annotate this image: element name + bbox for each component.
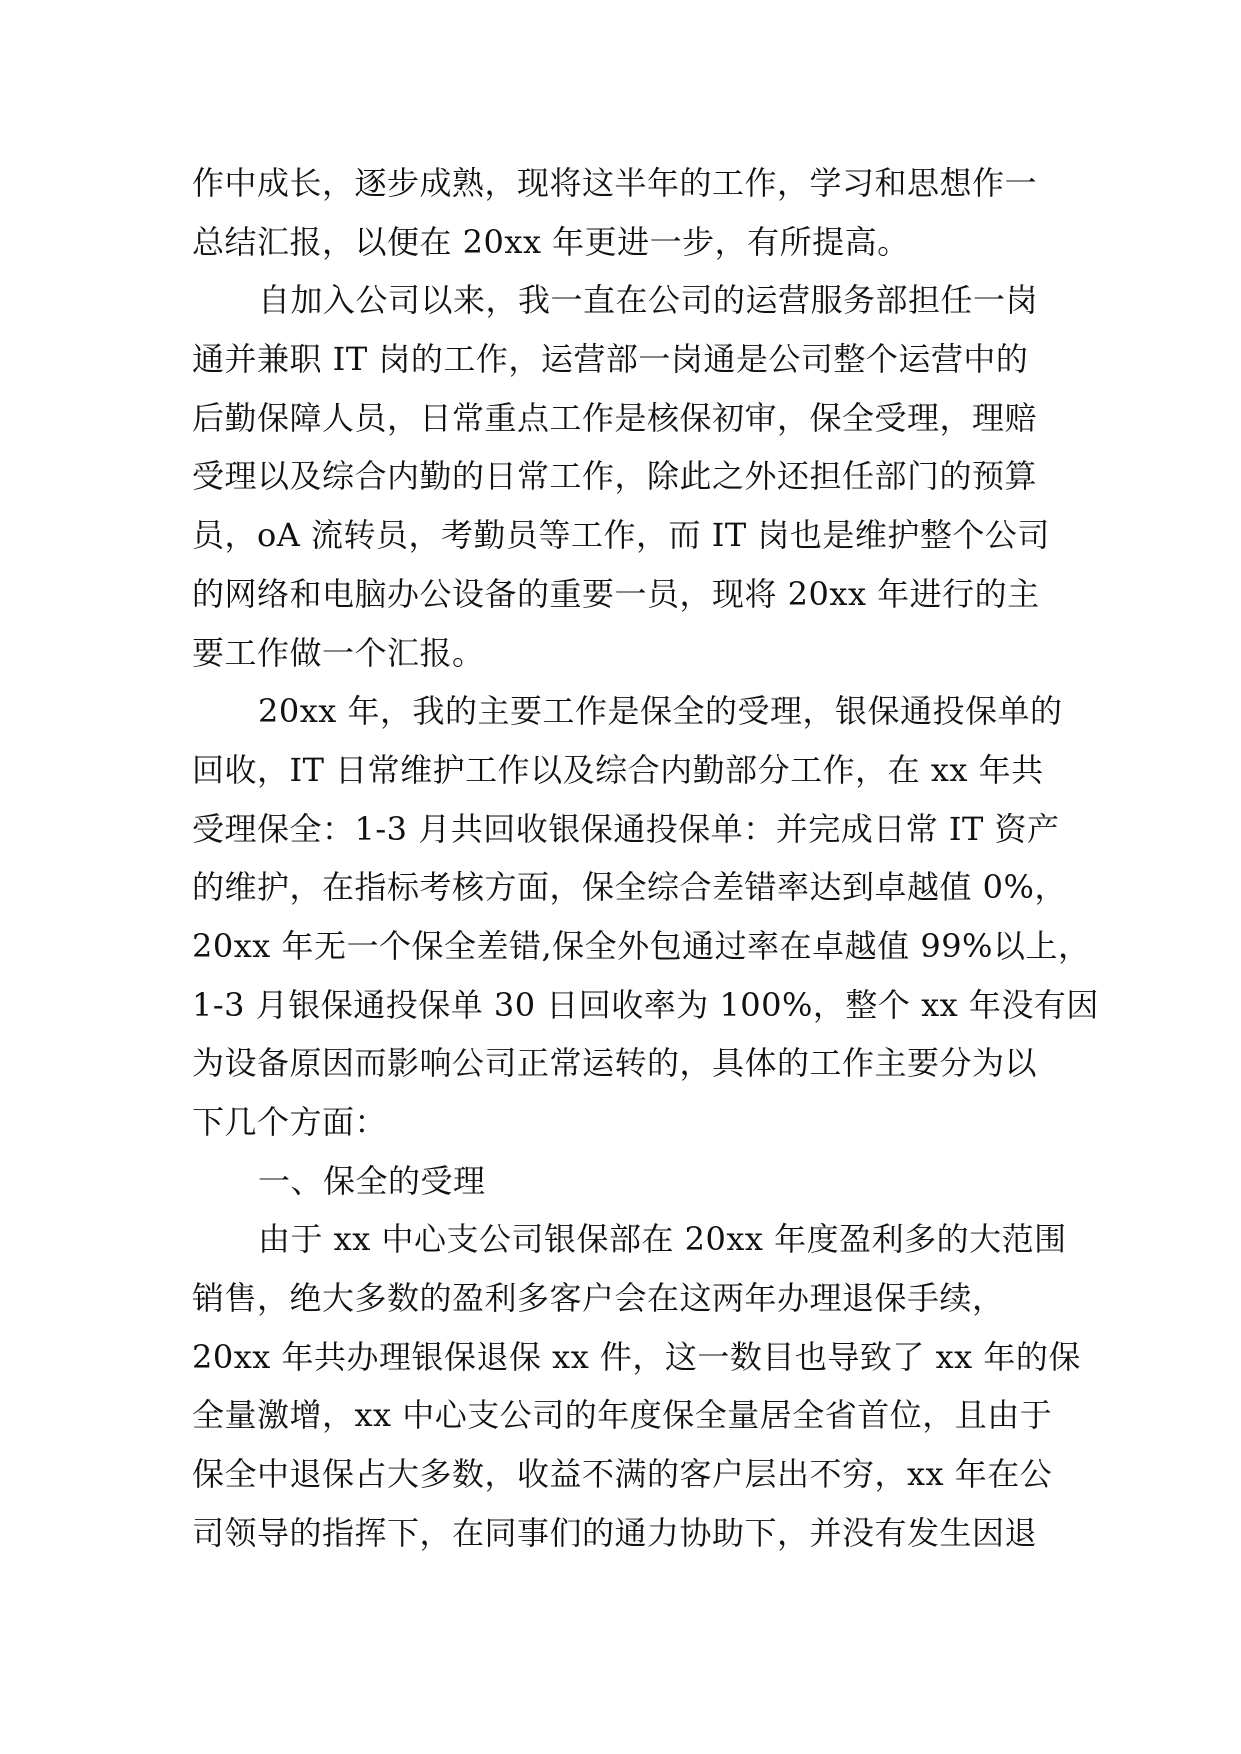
text-line: 的维护，在指标考核方面，保全综合差错率达到卓越值 0%，	[192, 868, 1067, 907]
text-line: 为设备原因而影响公司正常运转的，具体的工作主要分为以	[192, 1044, 1038, 1083]
text-line: 由于 xx 中心支公司银保部在 20xx 年度盈利多的大范围	[258, 1220, 1067, 1259]
text-line: 受理以及综合内勤的日常工作，除此之外还担任部门的预算	[192, 457, 1038, 496]
text-line: 全量激增，xx 中心支公司的年度保全量居全省首位，且由于	[192, 1396, 1053, 1435]
text-line: 员，oA 流转员，考勤员等工作，而 IT 岗也是维护整个公司	[192, 516, 1050, 555]
document-body	[192, 154, 1099, 1563]
text-line: 20xx 年共办理银保退保 xx 件，这一数目也导致了 xx 年的保	[192, 1337, 1081, 1376]
text-line: 通并兼职 IT 岗的工作，运营部一岗通是公司整个运营中的	[192, 340, 1029, 379]
text-line: 一、保全的受理	[258, 1161, 486, 1200]
text-line: 20xx 年，我的主要工作是保全的受理，银保通投保单的	[258, 692, 1063, 731]
text-line: 20xx 年无一个保全差错,保全外包通过率在卓越值 99%以上，	[192, 926, 1091, 965]
text-line: 后勤保障人员，日常重点工作是核保初审，保全受理，理赔	[192, 398, 1038, 437]
text-line: 受理保全：1-3 月共回收银保通投保单：并完成日常 IT 资产	[192, 809, 1060, 848]
text-line: 保全中退保占大多数，收益不满的客户层出不穷，xx 年在公	[192, 1455, 1053, 1494]
text-line: 1-3 月银保通投保单 30 日回收率为 100%，整个 xx 年没有因	[192, 985, 1099, 1024]
text-line: 回收，IT 日常维护工作以及综合内勤部分工作，在 xx 年共	[192, 750, 1044, 789]
text-line: 总结汇报，以便在 20xx 年更进一步，有所提高。	[192, 222, 910, 261]
text-line: 销售，绝大多数的盈利多客户会在这两年办理退保手续，	[192, 1279, 1005, 1318]
text-line: 下几个方面：	[192, 1103, 388, 1141]
text-line: 的网络和电脑办公设备的重要一员，现将 20xx 年进行的主	[192, 574, 1040, 613]
text-line: 司领导的指挥下，在同事们的通力协助下，并没有发生因退	[192, 1513, 1038, 1552]
text-line: 要工作做一个汇报。	[192, 633, 485, 672]
text-line: 自加入公司以来，我一直在公司的运营服务部担任一岗	[258, 281, 1039, 320]
text-line: 作中成长，逐步成熟，现将这半年的工作，学习和思想作一	[192, 164, 1038, 202]
